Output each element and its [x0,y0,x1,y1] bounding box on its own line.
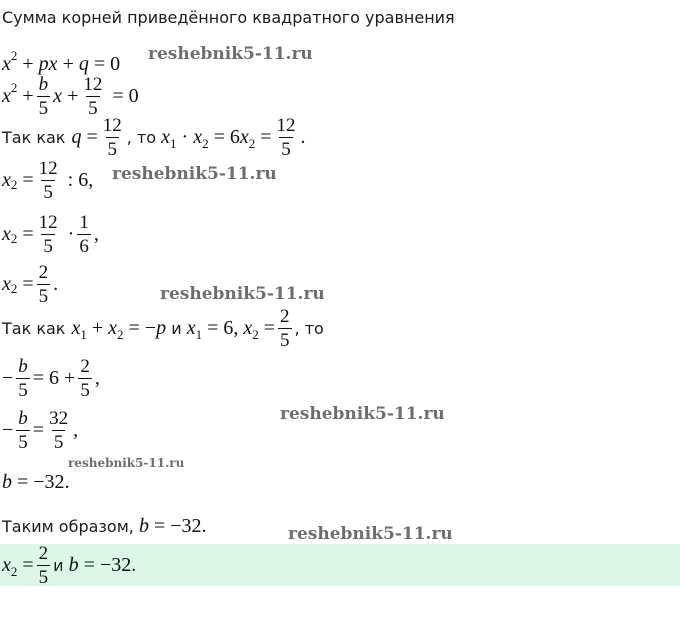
step-divide: x 2 = $\frac{12}{5}$ : 6 , [2,157,94,203]
watermark: reshebnik5-11.ru [288,524,453,544]
statement-vieta-sum: Так как $x_1 + x_2 = -p$ и $x_1 = 6$, $x_2$ = $\frac{2}{5}$ , то [2,305,324,351]
step-b-equation: − $\frac{b}{5}$ = 6 + $\frac{2}{5}$ , [2,355,100,401]
page-title: Сумма корней приведённого квадратного уравнения [2,8,455,27]
watermark: reshebnik5-11.ru [112,164,277,184]
step-multiply: x 2 = $\frac{12}{5}$ · $\frac{1}{6}$ , [2,211,99,257]
equation-specific: x 2 + $\frac{b}{5}$ x + $\frac{12}{5}$ = 0 [2,73,139,119]
step-b-simplified: − $\frac{b}{5}$ = $\frac{32}{5}$ , [2,407,79,453]
equation-general: x 2 + px + q = 0 [2,48,121,75]
step-b-result: b = −32 . [2,470,70,493]
watermark: reshebnik5-11.ru [280,404,445,424]
statement-q: Так как q = $\frac{12}{5}$ , то $x_1 \cdot x_2 = 6x_2$ = $\frac{12}{5}$ . [2,114,306,160]
step-x2-result: x 2 = $\frac{2}{5}$ . [2,261,59,307]
answer-line: $x_2$ = $\frac{2}{5}$ и b = −32. [2,544,137,586]
watermark: reshebnik5-11.ru [68,456,185,470]
watermark: reshebnik5-11.ru [148,44,313,64]
watermark: reshebnik5-11.ru [160,284,325,304]
conclusion: Таким образом, b = −32. [2,514,207,537]
